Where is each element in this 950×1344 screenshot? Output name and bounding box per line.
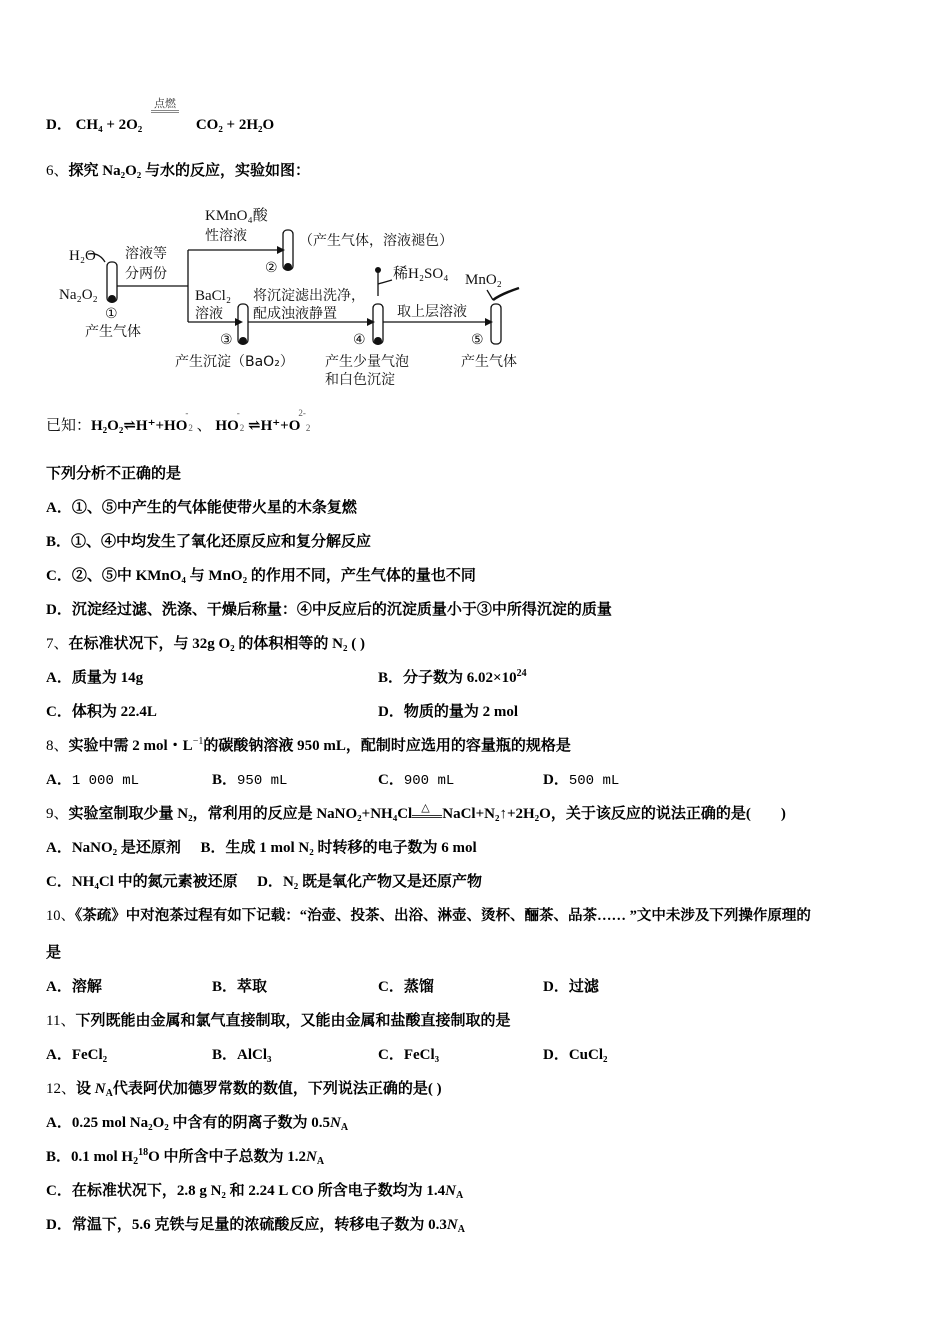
q11-option-a[interactable]: A．FeCl₂ (46, 1047, 108, 1063)
q7-option-b[interactable]: B．分子数为 $6.02\times 10^{24}$ (378, 668, 527, 686)
h2so4-label: 稀H₂SO₄ (393, 266, 449, 282)
tube5-number: ⑤ (471, 332, 484, 348)
q6-option-d[interactable]: D．沉淀经过滤、洗涤、干燥后称量：④中反应后的沉淀质量小于③中所得沉淀的质量 (46, 602, 612, 618)
q9-options-row-1 (46, 838, 477, 858)
heating-condition-symbol: △ (412, 804, 442, 820)
q9-option-b[interactable]: B．生成 1 mol N₂ 时转移的电子数为 6 mol (200, 840, 477, 856)
q12-stem: 12、设 $N_A$代表阿伏加德罗常数的数值，下列说法正确的是( ) (46, 1081, 442, 1099)
tube1-number: ① (105, 306, 118, 322)
q11-option-b[interactable]: B．AlCl₃ (212, 1047, 272, 1063)
tube5-result: 产生气体 (461, 354, 517, 370)
q10-stem-line-1: 10、《茶疏》中对泡茶过程有如下记载：“治壶、投茶、出浴、淋壶、烫杯、酾茶、品茶…… ”文中未涉及下列操作原理的 (46, 908, 811, 924)
reaction-condition-ignite: 点燃 (151, 98, 179, 113)
option-label: D． (46, 117, 72, 133)
tube4-number: ④ (353, 332, 366, 348)
q12-option-a[interactable]: A．0.25 mol Na₂O₂ 中含有的阴离子数为 $0.5N_A$ (46, 1115, 349, 1133)
q7-option-a[interactable]: A．质量为 14g (46, 670, 144, 686)
q6-question: 下列分析不正确的是 (46, 466, 182, 482)
kmno4-label-1: KMnO₄酸 (205, 208, 268, 224)
q7-option-d[interactable]: D．物质的量为 2 mol (378, 704, 519, 720)
reactants: CH₄ + 2O₂ (75, 117, 143, 133)
q6-known: 已知：H₂O₂⇌H⁺+HO-2 、 HO-2 $\rightleftharpoons H^++O^{2-}2$ (46, 408, 311, 434)
q9-option-a[interactable]: A．NaNO₂ 是还原剂 (46, 840, 181, 856)
mno2-label: MnO₂ (465, 272, 502, 288)
q8-option-b[interactable]: B．950 mL (212, 772, 288, 789)
experiment-diagram (55, 200, 535, 392)
q6-stem: 6、探究 Na₂O₂ 与水的反应，实验如图： (46, 163, 311, 179)
bacl2-label-2: 溶液 (195, 306, 223, 322)
products: CO₂ + 2H₂O (195, 117, 275, 133)
q10-option-d[interactable]: D．过滤 (543, 979, 599, 995)
upper-solution-label: 取上层溶液 (397, 304, 467, 320)
bacl2-label-1: BaCl₂ (195, 288, 232, 304)
q7-option-c[interactable]: C．体积为 22.4L (46, 704, 157, 720)
q9-stem: 9、实验室制取少量 N₂，常利用的反应是 NaNO₂+NH₄Cl △ NaCl+N₂↑+2H₂O，关于该反应的说法正确的是( ) (46, 801, 786, 822)
split-label-1: 溶液等 (125, 246, 167, 262)
tube2-number: ② (265, 260, 278, 276)
q9-options-row-2 (46, 872, 482, 892)
q8-option-c[interactable]: C．900 mL (378, 772, 455, 789)
q11-option-c[interactable]: C．FeCl₃ (378, 1047, 440, 1063)
q12-option-d[interactable]: D．常温下，5.6 克铁与足量的浓硫酸反应，转移电子数为 $0.3N_A$ (46, 1217, 465, 1235)
q5-option-d (46, 115, 274, 135)
tube2-result: （产生气体，溶液褪色） (299, 233, 453, 249)
filter-label-2: 配成浊液静置 (253, 306, 337, 322)
kmno4-label-2: 性溶液 (205, 228, 247, 244)
q6-option-a[interactable]: A．①、⑤中产生的气体能使带火星的木条复燃 (46, 500, 357, 516)
split-label-2: 分两份 (125, 266, 167, 282)
q9-option-d[interactable]: D．N₂ 既是氧化产物又是还原产物 (257, 874, 483, 890)
q8-stem: 8、实验中需 2 mol・$L^{-1}$的碳酸钠溶液 950 mL，配制时应选用的容量瓶的规格是 (46, 736, 571, 754)
q8-option-a[interactable]: A．1 000 mL (46, 772, 140, 789)
q9-option-c[interactable]: C．NH₄Cl 中的氮元素被还原 (46, 874, 238, 890)
q10-option-c[interactable]: C．蒸馏 (378, 979, 434, 995)
tube3-number: ③ (220, 332, 233, 348)
tube1-result: 产生气体 (85, 324, 141, 340)
tube3-result: 产生沉淀（BaO₂） (175, 354, 294, 370)
tube4-result-1: 产生少量气泡 (325, 354, 409, 370)
q11-stem: 11、下列既能由金属和氯气直接制取，又能由金属和盐酸直接制取的是 (46, 1013, 511, 1029)
q10-stem-line-2: 是 (46, 945, 62, 961)
tube4-result-2: 和白色沉淀 (325, 372, 395, 388)
q10-option-a[interactable]: A．溶解 (46, 979, 102, 995)
q6-option-c[interactable]: C．②、⑤中 KMnO₄ 与 MnO₂ 的作用不同，产生气体的量也不同 (46, 568, 476, 584)
q11-option-d[interactable]: D．CuCl₂ (543, 1047, 608, 1063)
q12-option-b[interactable]: B．0.1 mol $H_2^{18}O$ 中所含中子总数为 $1.2N_A$ (46, 1147, 325, 1167)
q8-option-d[interactable]: D．500 mL (543, 772, 620, 789)
q10-option-b[interactable]: B．萃取 (212, 979, 268, 995)
q12-option-c[interactable]: C．在标准状况下，2.8 g N₂ 和 2.24 L CO 所含电子数均为 $1.4N_A$ (46, 1183, 464, 1201)
h2o-label: H₂O (69, 248, 96, 264)
na2o2-label: Na₂O₂ (59, 287, 98, 303)
filter-label-1: 将沉淀滤出洗净， (253, 288, 365, 304)
q6-option-b[interactable]: B．①、④中均发生了氧化还原反应和复分解反应 (46, 534, 372, 550)
q7-stem: 7、在标准状况下，与 32g O₂ 的体积相等的 N₂ ( ) (46, 636, 366, 652)
